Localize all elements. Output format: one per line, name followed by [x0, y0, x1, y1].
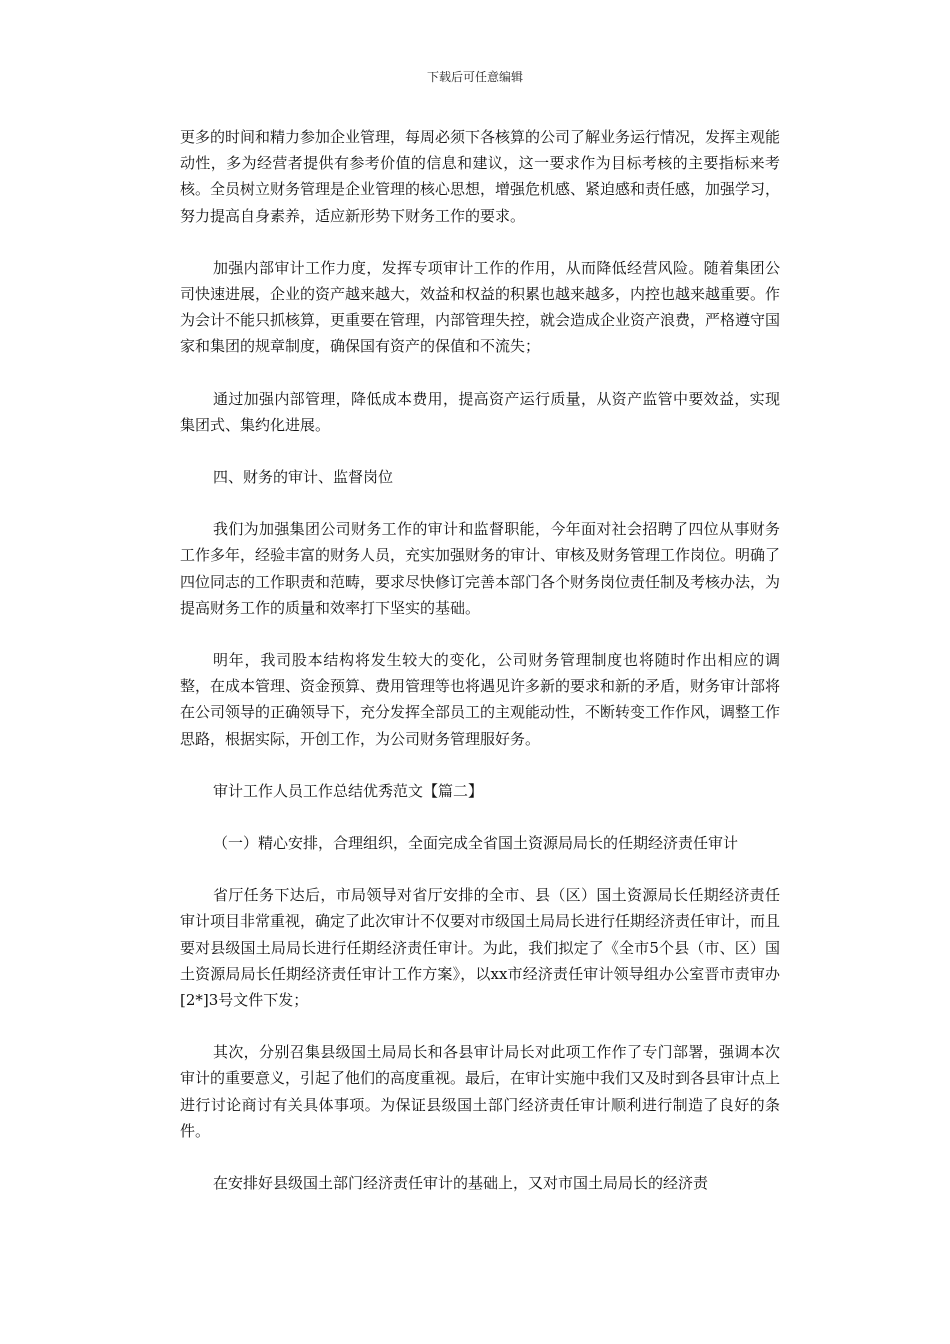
paragraph: 在安排好县级国土部门经济责任审计的基础上，又对市国土局局长的经济责	[213, 1174, 709, 1193]
paragraph: 省厅任务下达后，市局领导对省厅安排的全市、县（区）国土资源局长任期经济责任审计项目非常重视，确定了此次审计不仅要对市级国土局局长进行任期经济责任审计，而且要对县级国土局局长进行任期经济责任审计。为此，我们拟定了《全市5个县（市、区）国土资源局局长任期经济责任审计工作方案》，以xx市经济责任审计领导组办公室晋市责审办[2*]3号文件下发；	[180, 886, 781, 1010]
paragraph: 通过加强内部管理，降低成本费用，提高资产运行质量，从资产监管中要效益，实现集团式、集约化进展。	[180, 389, 780, 434]
article-title: 审计工作人员工作总结优秀范文【篇二】	[213, 781, 484, 800]
subsection-heading: （一）精心安排，合理组织，全面完成全省国土资源局局长的任期经济责任审计	[213, 834, 739, 853]
paragraph: 更多的时间和精力参加企业管理，每周必须下各核算的公司了解业务运行情况，发挥主观能动性，多为经营者提供有参考价值的信息和建议，这一要求作为目标考核的主要指标来考核。全员树立财务管理是企业管理的核心思想，增强危机感、紧迫感和责任感，加强学习，努力提高自身素养，适应新形势下财务工作的要求。	[180, 128, 781, 225]
paragraph: 明年，我司股本结构将发生较大的变化，公司财务管理制度也将随时作出相应的调整，在成本管理、资金预算、费用管理等也将遇见许多新的要求和新的矛盾，财务审计部将在公司领导的正确领导下，充分发挥全部员工的主观能动性，不断转变工作作风，调整工作思路，根据实际，开创工作，为公司财务管理服好务。	[180, 651, 781, 748]
section-heading: 四、财务的审计、监督岗位	[213, 468, 394, 487]
paragraph: 加强内部审计工作力度，发挥专项审计工作的作用，从而降低经营风险。随着集团公司快速进展，企业的资产越来越大，效益和权益的积累也越来越多，内控也越来越重要。作为会计不能只抓核算，更重要在管理，内部管理失控，就会造成企业资产浪费，严格遵守国家和集团的规章制度，确保国有资产的保值和不流失；	[180, 258, 781, 356]
document-body	[180, 124, 780, 1222]
paragraph: 其次，分别召集县级国土局局长和各县审计局长对此项工作作了专门部署，强调本次审计的重要意义，引起了他们的高度重视。最后，在审计实施中我们又及时到各县审计点上进行讨论商讨有关具体事项。为保证县级国土部门经济责任审计顺利进行制造了良好的条件。	[180, 1043, 781, 1140]
paragraph: 我们为加强集团公司财务工作的审计和监督职能，今年面对社会招聘了四位从事财务工作多年，经验丰富的财务人员，充实加强财务的审计、审核及财务管理工作岗位。明确了四位同志的工作职责和范畴，要求尽快修订完善本部门各个财务岗位责任制及考核办法，为提高财务工作的质量和效率打下坚实的基础。	[180, 520, 781, 617]
page-header: 下载后可任意编辑	[426, 70, 523, 84]
